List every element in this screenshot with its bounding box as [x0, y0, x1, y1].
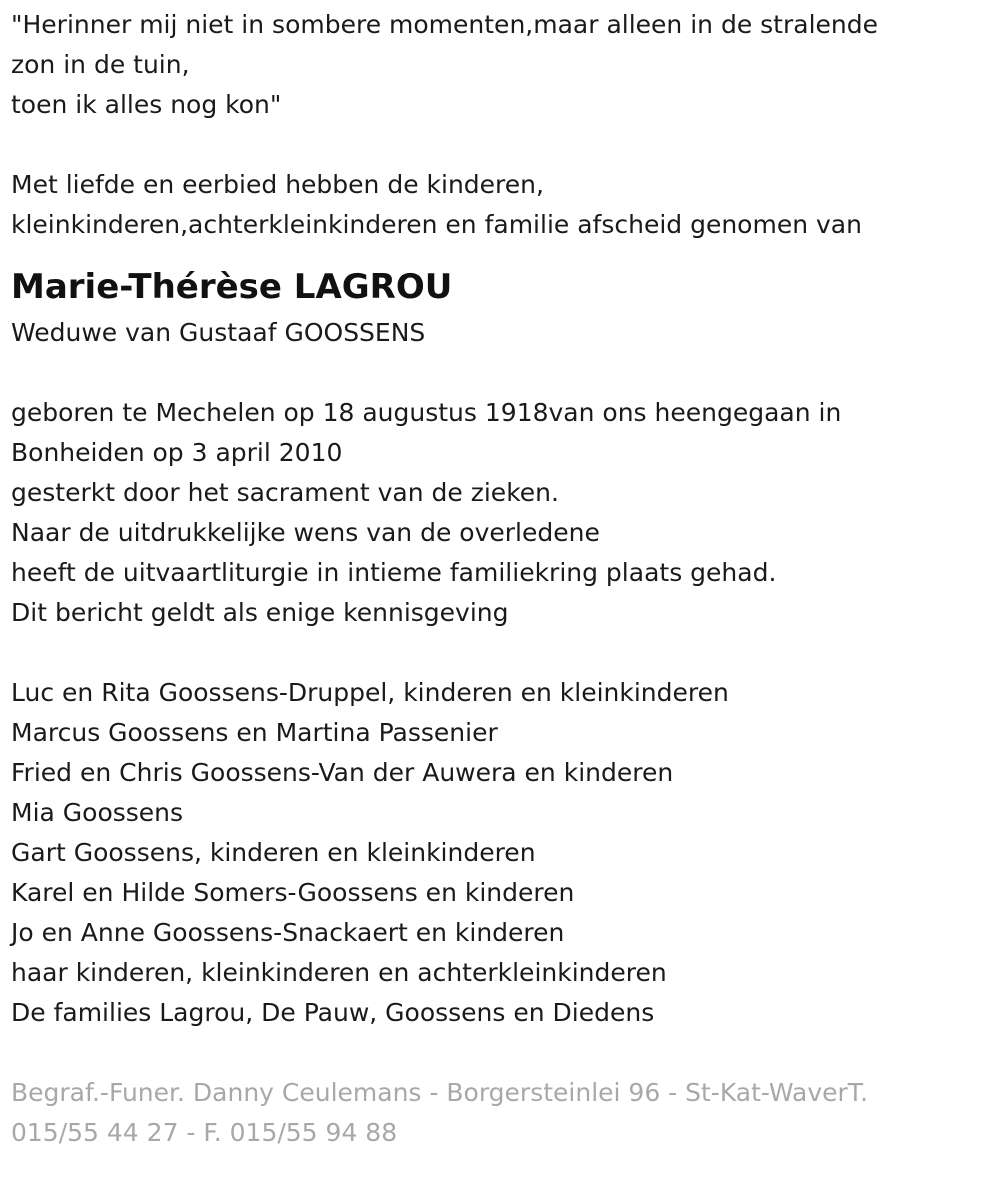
spacer [11, 633, 991, 673]
funeral-home-phone: 015/55 44 27 - F. 015/55 94 88 [11, 1118, 398, 1147]
quote-block [11, 5, 991, 125]
family-line: De families Lagrou, De Pauw, Goossens en Diedens [11, 998, 655, 1027]
family-line: Mia Goossens [11, 798, 184, 827]
spacer [11, 1033, 991, 1073]
deceased-name: Marie-Thérèse LAGROU [11, 267, 453, 307]
details-line: gesterkt door het sacrament van de zieken. [11, 478, 559, 507]
family-line: Marcus Goossens en Martina Passenier [11, 718, 498, 747]
family-line: Karel en Hilde Somers-Goossens en kinderen [11, 878, 575, 907]
details-line: Bonheiden op 3 april 2010 [11, 438, 343, 467]
funeral-home-footer [11, 1073, 991, 1153]
quote-line: zon in de tuin, [11, 50, 190, 79]
family-line: Jo en Anne Goossens-Snackaert en kinderen [11, 918, 565, 947]
spacer [11, 353, 991, 393]
quote-line: toen ik alles nog kon" [11, 90, 282, 119]
intro-block [11, 165, 991, 245]
details-line: geboren te Mechelen op 18 augustus 1918van ons heengegaan in [11, 398, 842, 427]
funeral-home-address: Begraf.-Funer. Danny Ceulemans - Borgersteinlei 96 - St-Kat-WaverT. [11, 1078, 869, 1107]
deceased-subtitle: Weduwe van Gustaaf GOOSSENS [11, 318, 426, 347]
family-block [11, 673, 991, 1033]
family-line: Fried en Chris Goossens-Van der Auwera en kinderen [11, 758, 674, 787]
obituary-notice [11, 5, 991, 1153]
spacer [11, 125, 991, 165]
details-line: heeft de uitvaartliturgie in intieme familiekring plaats gehad. [11, 558, 777, 587]
quote-line: "Herinner mij niet in sombere momenten,maar alleen in de stralende [11, 10, 878, 39]
details-line: Dit bericht geldt als enige kennisgeving [11, 598, 509, 627]
intro-line: Met liefde en eerbied hebben de kinderen, [11, 170, 544, 199]
details-block [11, 393, 991, 633]
family-line: Luc en Rita Goossens-Druppel, kinderen en kleinkinderen [11, 678, 729, 707]
intro-line: kleinkinderen,achterkleinkinderen en familie afscheid genomen van [11, 210, 862, 239]
details-line: Naar de uitdrukkelijke wens van de overledene [11, 518, 600, 547]
family-line: haar kinderen, kleinkinderen en achterkleinkinderen [11, 958, 667, 987]
family-line: Gart Goossens, kinderen en kleinkinderen [11, 838, 536, 867]
